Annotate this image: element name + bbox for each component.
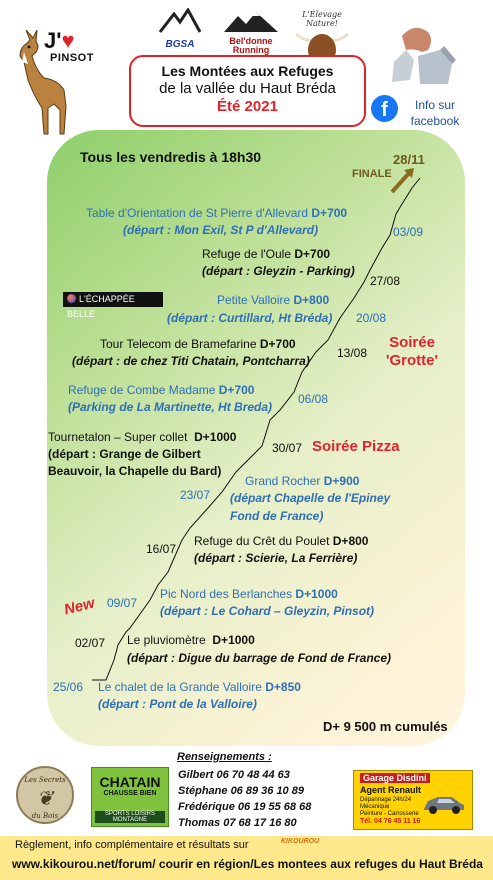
globe-icon [67, 294, 76, 303]
finale-date: 28/11 [393, 152, 425, 167]
schedule-heading: Tous les vendredis à 18h30 [80, 149, 262, 165]
stage-depart: (départ : Mon Exil, St P d'Allevard) [123, 223, 319, 237]
stage-depart: (départ : Scierie, La Ferrière) [194, 551, 358, 565]
stage-depart: Beauvoir, la Chapelle du Bard) [48, 464, 222, 478]
footer-url-link[interactable]: www.kikourou.net/forum/ courir en région/Les montees aux refuges du Haut Bréda [12, 857, 483, 871]
sponsor-garage-disdini: Garage Disdini Agent Renault Dépannage 24h/24 Mécanique Peinture - Carrosserie Tél. 04 76 45 11 16 [353, 770, 473, 830]
stage-name: Petite Valloire D+800 [217, 293, 330, 307]
stage-depart: (départ : de chez Titi Chatain, Pontcharra) [72, 354, 310, 368]
stage-date: 27/08 [370, 274, 401, 288]
kikourou-logo: KIKOUROU [281, 838, 320, 845]
stage-depart: (départ Chapelle de l'Epiney [230, 491, 391, 505]
mountain-icon [224, 10, 278, 32]
contact-line: Thomas 07 68 17 16 80 [178, 817, 297, 829]
stage-date: 02/07 [75, 636, 106, 650]
title-line-1: Les Montées aux Refuges [161, 63, 334, 79]
heart-icon: ♥ [61, 28, 75, 53]
soiree-grotte-label: Soirée 'Grotte' [385, 334, 439, 369]
stage-date: 16/07 [146, 542, 177, 556]
echappee-belle-logo: L'ÉCHAPPÉE BELLE [63, 292, 163, 307]
stage-date: 06/08 [298, 392, 329, 406]
stage-depart: (départ : Pont de la Valloire) [98, 697, 257, 711]
stage-depart: (départ : Digue du barrage de Fond de France) [127, 651, 392, 665]
new-label: New [62, 594, 97, 619]
sponsor-bgsa: BGSA [158, 8, 202, 50]
stage-name: Table d'Orientation de St Pierre d'Allevard D+700 [86, 206, 348, 220]
stage-date: 09/07 [107, 596, 138, 610]
sponsor-secrets-du-bois: Les Secrets ❦ du Bois [16, 766, 74, 824]
stage-name: Pic Nord des Berlanches D+1000 [160, 587, 338, 601]
stage-date: 03/09 [393, 225, 424, 239]
stage-name: Refuge de Combe Madame D+700 [68, 383, 255, 397]
stage-date: 13/08 [337, 346, 368, 360]
footer-info-text: Règlement, info complémentaire et résultats sur [15, 839, 249, 851]
stage-depart: (Parking de La Martinette, Ht Breda) [68, 400, 273, 414]
facebook-icon[interactable]: f [371, 95, 398, 122]
pine-cone-icon: ❦ [36, 786, 54, 810]
sculpture-icon [384, 20, 464, 92]
contact-line: Frédérique 06 19 55 68 68 [178, 801, 312, 813]
stage-depart: (départ : Le Cohard – Gleyzin, Pinsot) [160, 604, 375, 618]
stage-date: 20/08 [356, 311, 387, 325]
stage-depart: (départ : Gleyzin - Parking) [202, 264, 355, 278]
sponsor-elevage-nature: L'Élevage Nature! [286, 10, 358, 73]
stage-name: Grand Rocher D+900 [245, 474, 360, 488]
cumulative-elevation: D+ 9 500 m cumulés [323, 719, 448, 734]
stage-depart: (départ : Grange de Gilbert [48, 447, 201, 461]
finale-label: FINALE [352, 168, 392, 180]
contact-line: Stéphane 06 89 36 10 89 [178, 785, 304, 797]
renseignements-title: Renseignements : [177, 751, 272, 763]
stage-date: 30/07 [272, 441, 303, 455]
title-line-3: Été 2021 [217, 98, 278, 115]
sponsor-beldonne-running: Bel'donne Running [224, 10, 278, 55]
facebook-link[interactable]: Info sur facebook [410, 98, 460, 128]
finale-arrow-icon [388, 166, 418, 196]
stage-name: Le pluviomètre D+1000 [127, 633, 255, 647]
stage-name: Le chalet de la Grande Valloire D+850 [98, 680, 301, 694]
stage-depart: Fond de France) [230, 509, 324, 523]
stage-name: Tournetalon – Super collet D+1000 [48, 430, 237, 444]
contact-line: Gilbert 06 70 48 44 63 [178, 769, 290, 781]
car-icon [422, 793, 466, 815]
stage-date: 23/07 [180, 488, 211, 502]
stage-date: 25/06 [53, 680, 84, 694]
jaime-logo: J'♥ [44, 28, 75, 53]
soiree-pizza-label: Soirée Pizza [312, 438, 400, 455]
stage-name: Tour Telecom de Bramefarine D+700 [100, 337, 296, 351]
stage-name: Refuge du Crêt du Poulet D+800 [194, 534, 369, 548]
title-line-2: de la vallée du Haut Bréda [159, 80, 336, 97]
mountain-icon [158, 8, 202, 34]
pinsot-label: PINSOT [50, 52, 94, 64]
sponsor-chatain: CHATAIN CHAUSSE BIEN SPORTS LOISIRS MONTAGNE [91, 767, 169, 827]
stage-depart: (départ : Curtillard, Ht Bréda) [167, 311, 333, 325]
title-box [129, 55, 366, 127]
stage-name: Refuge de l'Oule D+700 [202, 247, 331, 261]
